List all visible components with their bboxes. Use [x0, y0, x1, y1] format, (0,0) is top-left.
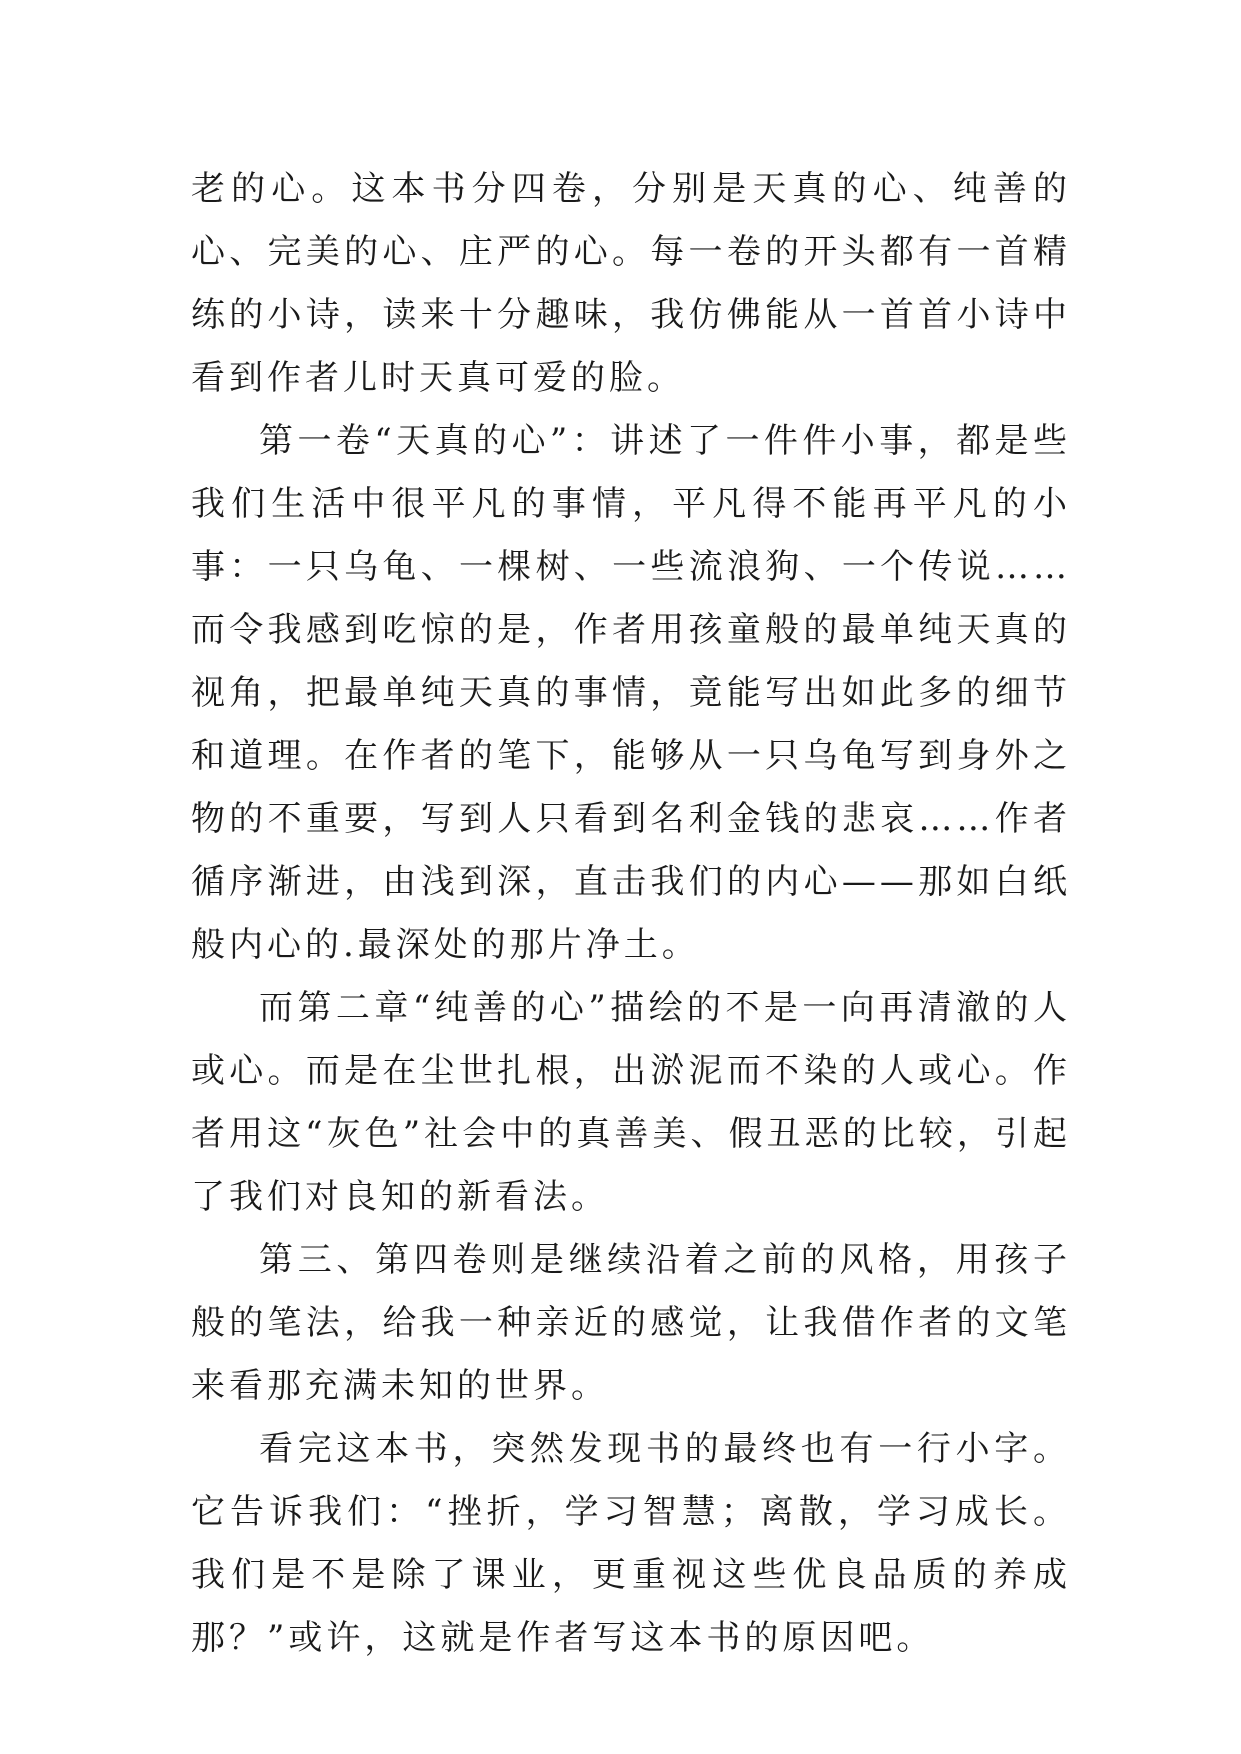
- paragraph-volume-one: 第一卷“天真的心”：讲述了一件件小事，都是些我们生活中很平凡的事情，平凡得不能再平凡的小事：一只乌龟、一棵树、一些流浪狗、一个传说……而令我感到吃惊的是，作者用孩童般的最单纯天真的视角，把最单纯天真的事情，竟能写出如此多的细节和道理。在作者的笔下，能够从一只乌龟写到身外之物的不重要，写到人只看到名利金钱的悲哀……作者循序渐进，由浅到深，直击我们的内心——那如白纸般内心的.最深处的那片净土。: [191, 421, 1071, 965]
- document-body: [191, 158, 1071, 1670]
- paragraph-conclusion: 看完这本书，突然发现书的最终也有一行小字。它告诉我们：“挫折，学习智慧；离散，学习成长。我们是不是除了课业，更重视这些优良品质的养成那？”或许，这就是作者写这本书的原因吧。: [191, 1429, 1071, 1658]
- paragraph-volumes-three-four: 第三、第四卷则是继续沿着之前的风格，用孩子般的笔法，给我一种亲近的感觉，让我借作者的文笔来看那充满未知的世界。: [191, 1240, 1071, 1406]
- paragraph-volume-two: 而第二章“纯善的心”描绘的不是一向再清澈的人或心。而是在尘世扎根，出淤泥而不染的人或心。作者用这“灰色”社会中的真善美、假丑恶的比较，引起了我们对良知的新看法。: [191, 988, 1071, 1217]
- paragraph-continued: 老的心。这本书分四卷，分别是天真的心、纯善的心、完美的心、庄严的心。每一卷的开头都有一首精练的小诗，读来十分趣味，我仿佛能从一首首小诗中看到作者儿时天真可爱的脸。: [191, 169, 1071, 398]
